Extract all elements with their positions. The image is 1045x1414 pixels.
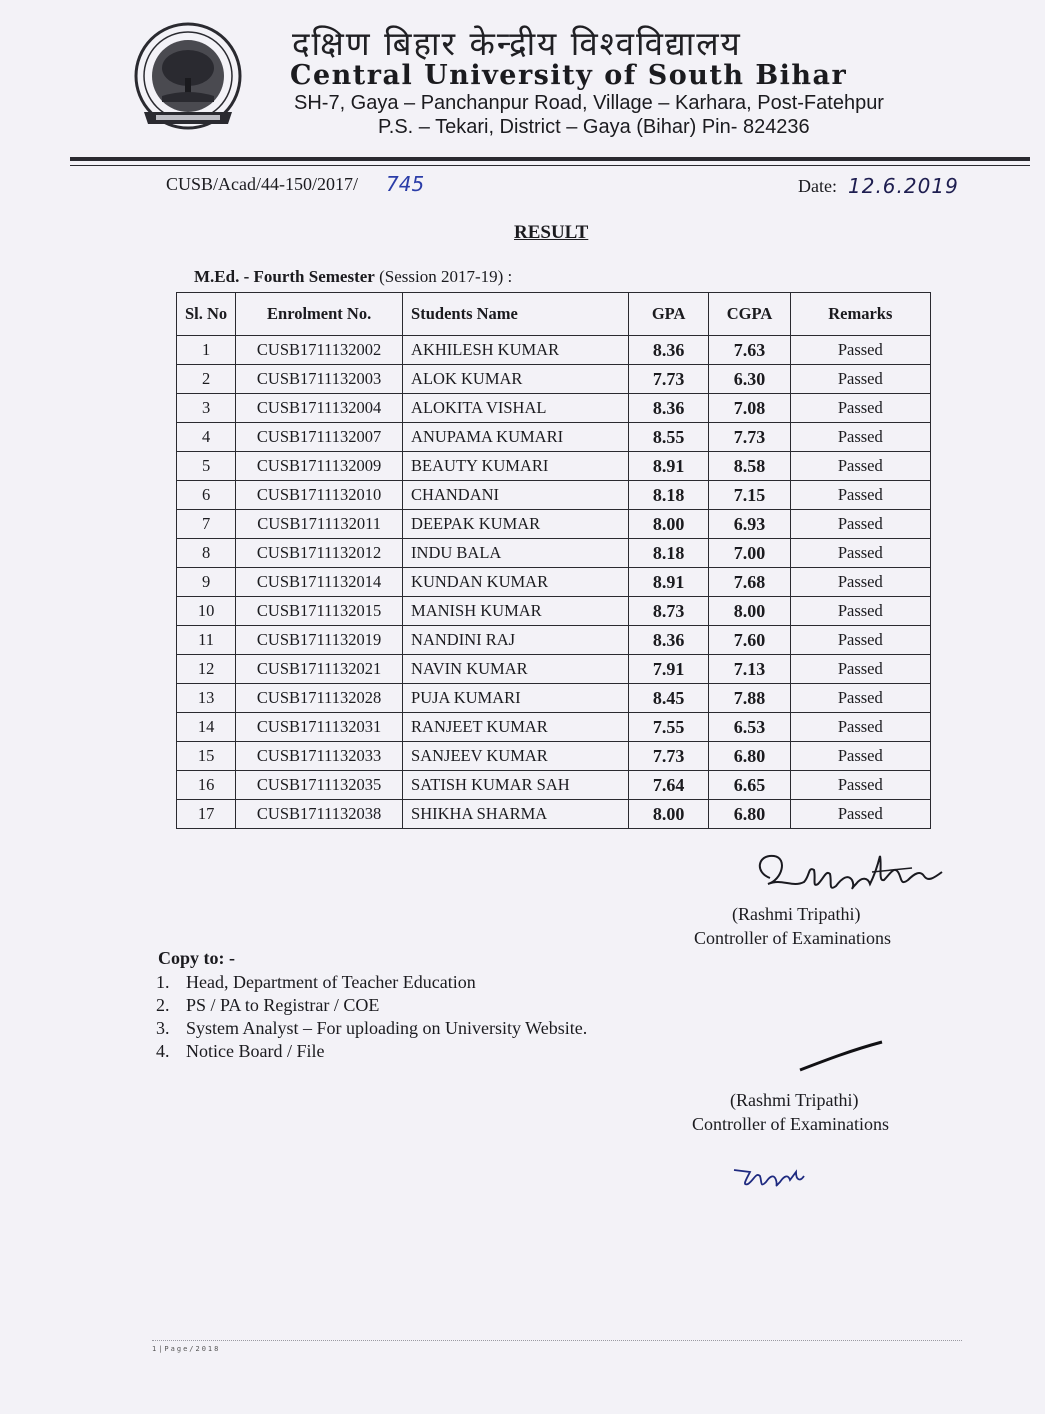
cell-cgpa: 7.73	[709, 423, 790, 452]
cell-student-name: NAVIN KUMAR	[403, 655, 629, 684]
header-sl-no: Sl. No	[177, 293, 236, 336]
cell-gpa: 8.91	[628, 452, 709, 481]
cell-cgpa: 7.00	[709, 539, 790, 568]
result-table	[176, 292, 931, 829]
header-student-name: Students Name	[403, 293, 629, 336]
table-row	[177, 655, 931, 684]
cell-cgpa: 7.63	[709, 336, 790, 365]
reference-number-handwritten: 745	[386, 172, 425, 196]
table-row	[177, 452, 931, 481]
cell-gpa: 7.91	[628, 655, 709, 684]
copy-to-list	[156, 972, 587, 1064]
cell-sl-no: 12	[177, 655, 236, 684]
cell-sl-no: 2	[177, 365, 236, 394]
cell-sl-no: 14	[177, 713, 236, 742]
cell-enrolment-no: CUSB1711132033	[236, 742, 403, 771]
date-label: Date:	[798, 176, 837, 196]
cell-gpa: 7.55	[628, 713, 709, 742]
cell-gpa: 7.73	[628, 742, 709, 771]
cell-gpa: 8.91	[628, 568, 709, 597]
table-row	[177, 423, 931, 452]
university-name-english: Central University of South Bihar	[290, 60, 848, 91]
cell-student-name: MANISH KUMAR	[403, 597, 629, 626]
table-row	[177, 713, 931, 742]
cell-remarks: Passed	[790, 568, 930, 597]
table-row	[177, 568, 931, 597]
signature-stroke	[796, 1038, 886, 1074]
cell-cgpa: 6.93	[709, 510, 790, 539]
cell-cgpa: 8.00	[709, 597, 790, 626]
header-divider-thin	[70, 165, 1030, 166]
cell-remarks: Passed	[790, 394, 930, 423]
cell-cgpa: 7.60	[709, 626, 790, 655]
cell-gpa: 8.36	[628, 394, 709, 423]
cell-cgpa: 7.68	[709, 568, 790, 597]
cell-cgpa: 6.30	[709, 365, 790, 394]
copy-to-item-number: 2.	[156, 995, 170, 1015]
cell-sl-no: 13	[177, 684, 236, 713]
cell-student-name: SATISH KUMAR SAH	[403, 771, 629, 800]
cell-sl-no: 6	[177, 481, 236, 510]
table-row	[177, 742, 931, 771]
address-line-1: SH-7, Gaya – Panchanpur Road, Village – Karhara, Post-Fatehpur	[294, 92, 884, 114]
cell-gpa: 8.45	[628, 684, 709, 713]
cell-cgpa: 7.88	[709, 684, 790, 713]
cell-remarks: Passed	[790, 423, 930, 452]
copy-to-item-text: PS / PA to Registrar / COE	[186, 995, 380, 1015]
cell-enrolment-no: CUSB1711132011	[236, 510, 403, 539]
cell-cgpa: 8.58	[709, 452, 790, 481]
cell-student-name: CHANDANI	[403, 481, 629, 510]
cell-student-name: SANJEEV KUMAR	[403, 742, 629, 771]
cell-sl-no: 7	[177, 510, 236, 539]
table-row	[177, 481, 931, 510]
cell-student-name: INDU BALA	[403, 539, 629, 568]
cell-remarks: Passed	[790, 713, 930, 742]
cell-remarks: Passed	[790, 597, 930, 626]
cell-sl-no: 15	[177, 742, 236, 771]
cell-cgpa: 7.13	[709, 655, 790, 684]
cell-student-name: AKHILESH KUMAR	[403, 336, 629, 365]
cell-student-name: DEEPAK KUMAR	[403, 510, 629, 539]
copy-to-item	[156, 995, 587, 1018]
cell-remarks: Passed	[790, 510, 930, 539]
cell-student-name: PUJA KUMARI	[403, 684, 629, 713]
cell-enrolment-no: CUSB1711132014	[236, 568, 403, 597]
cell-enrolment-no: CUSB1711132035	[236, 771, 403, 800]
cell-sl-no: 17	[177, 800, 236, 829]
table-row	[177, 684, 931, 713]
cell-student-name: ALOKITA VISHAL	[403, 394, 629, 423]
table-header-row	[177, 293, 931, 336]
cell-gpa: 8.36	[628, 336, 709, 365]
cell-cgpa: 6.80	[709, 742, 790, 771]
table-row	[177, 336, 931, 365]
cell-sl-no: 4	[177, 423, 236, 452]
university-name-hindi: दक्षिण बिहार केन्द्रीय विश्वविद्यालय	[292, 24, 742, 63]
cell-remarks: Passed	[790, 742, 930, 771]
table-row	[177, 539, 931, 568]
copy-to-item-number: 3.	[156, 1018, 170, 1038]
signatory-title: Controller of Examinations	[694, 928, 891, 948]
program-name: M.Ed. - Fourth Semester	[194, 267, 375, 286]
cell-student-name: NANDINI RAJ	[403, 626, 629, 655]
copy-to-item-text: Notice Board / File	[186, 1041, 325, 1061]
header-gpa: GPA	[628, 293, 709, 336]
handwritten-initials	[730, 1160, 810, 1190]
signatory-name: (Rashmi Tripathi)	[730, 1090, 859, 1110]
cell-sl-no: 11	[177, 626, 236, 655]
signatory-title: Controller of Examinations	[692, 1114, 889, 1134]
session-label: (Session 2017-19) :	[374, 267, 513, 286]
cell-enrolment-no: CUSB1711132009	[236, 452, 403, 481]
date-handwritten: 12.6.2019	[848, 174, 959, 198]
cell-enrolment-no: CUSB1711132028	[236, 684, 403, 713]
copy-to-heading: Copy to: -	[158, 948, 235, 968]
cell-sl-no: 8	[177, 539, 236, 568]
cell-cgpa: 6.53	[709, 713, 790, 742]
cell-gpa: 7.73	[628, 365, 709, 394]
cell-gpa: 8.18	[628, 481, 709, 510]
page-number: 1|Page/2018	[152, 1345, 221, 1353]
header-divider-thick	[70, 157, 1030, 161]
document-title: RESULT	[514, 222, 589, 243]
cell-cgpa: 7.08	[709, 394, 790, 423]
signature-rashmi-tripathi	[752, 848, 947, 898]
cell-remarks: Passed	[790, 771, 930, 800]
table-body	[177, 336, 931, 829]
cell-student-name: KUNDAN KUMAR	[403, 568, 629, 597]
footer-divider	[152, 1340, 962, 1341]
cell-enrolment-no: CUSB1711132003	[236, 365, 403, 394]
copy-to-item-number: 4.	[156, 1041, 170, 1061]
cell-cgpa: 7.15	[709, 481, 790, 510]
cell-student-name: ANUPAMA KUMARI	[403, 423, 629, 452]
cell-gpa: 8.00	[628, 800, 709, 829]
cell-sl-no: 1	[177, 336, 236, 365]
table-row	[177, 394, 931, 423]
cell-gpa: 7.64	[628, 771, 709, 800]
cell-remarks: Passed	[790, 481, 930, 510]
signatory-name: (Rashmi Tripathi)	[732, 904, 861, 924]
cell-remarks: Passed	[790, 539, 930, 568]
cell-enrolment-no: CUSB1711132002	[236, 336, 403, 365]
cell-student-name: RANJEET KUMAR	[403, 713, 629, 742]
cell-student-name: BEAUTY KUMARI	[403, 452, 629, 481]
cell-remarks: Passed	[790, 626, 930, 655]
table-row	[177, 626, 931, 655]
university-seal-logo	[132, 22, 244, 134]
copy-to-item	[156, 1041, 587, 1064]
cell-gpa: 8.00	[628, 510, 709, 539]
cell-enrolment-no: CUSB1711132031	[236, 713, 403, 742]
cell-gpa: 8.55	[628, 423, 709, 452]
table-row	[177, 771, 931, 800]
copy-to-item	[156, 1018, 587, 1041]
table-row	[177, 800, 931, 829]
cell-cgpa: 6.80	[709, 800, 790, 829]
cell-remarks: Passed	[790, 800, 930, 829]
cell-enrolment-no: CUSB1711132010	[236, 481, 403, 510]
cell-sl-no: 5	[177, 452, 236, 481]
header-cgpa: CGPA	[709, 293, 790, 336]
cell-remarks: Passed	[790, 655, 930, 684]
cell-enrolment-no: CUSB1711132007	[236, 423, 403, 452]
copy-to-item	[156, 972, 587, 995]
cell-enrolment-no: CUSB1711132019	[236, 626, 403, 655]
cell-remarks: Passed	[790, 684, 930, 713]
cell-enrolment-no: CUSB1711132021	[236, 655, 403, 684]
table-row	[177, 597, 931, 626]
copy-to-item-text: Head, Department of Teacher Education	[186, 972, 476, 992]
copy-to-item-number: 1.	[156, 972, 170, 992]
cell-enrolment-no: CUSB1711132038	[236, 800, 403, 829]
cell-gpa: 8.36	[628, 626, 709, 655]
table-caption	[194, 267, 512, 287]
cell-gpa: 8.18	[628, 539, 709, 568]
table-row	[177, 510, 931, 539]
cell-enrolment-no: CUSB1711132004	[236, 394, 403, 423]
cell-cgpa: 6.65	[709, 771, 790, 800]
cell-gpa: 8.73	[628, 597, 709, 626]
cell-remarks: Passed	[790, 365, 930, 394]
cell-sl-no: 9	[177, 568, 236, 597]
cell-sl-no: 16	[177, 771, 236, 800]
cell-student-name: SHIKHA SHARMA	[403, 800, 629, 829]
cell-enrolment-no: CUSB1711132015	[236, 597, 403, 626]
table-row	[177, 365, 931, 394]
cell-remarks: Passed	[790, 336, 930, 365]
header-remarks: Remarks	[790, 293, 930, 336]
address-line-2: P.S. – Tekari, District – Gaya (Bihar) Pin- 824236	[378, 116, 810, 138]
cell-remarks: Passed	[790, 452, 930, 481]
header-enrolment-no: Enrolment No.	[236, 293, 403, 336]
cell-sl-no: 10	[177, 597, 236, 626]
reference-number: CUSB/Acad/44-150/2017/	[166, 174, 358, 194]
copy-to-item-text: System Analyst – For uploading on University Website.	[186, 1018, 588, 1038]
cell-student-name: ALOK KUMAR	[403, 365, 629, 394]
cell-sl-no: 3	[177, 394, 236, 423]
cell-enrolment-no: CUSB1711132012	[236, 539, 403, 568]
